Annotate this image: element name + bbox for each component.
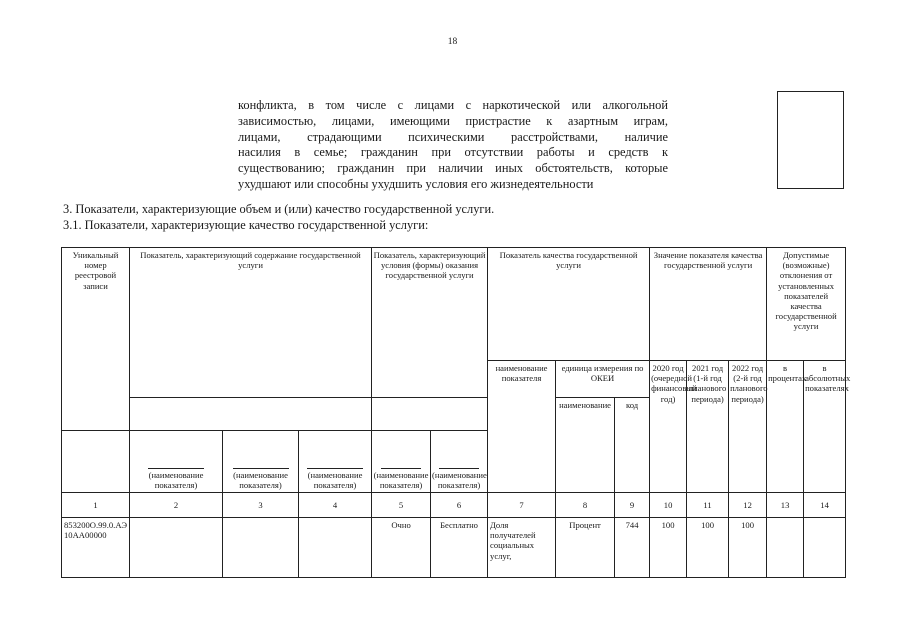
column-number: 7 — [488, 493, 556, 518]
page-number: 18 — [447, 37, 458, 47]
column-number: 10 — [650, 493, 687, 518]
indicator-name-cell: Доля получателей социальных услуг, — [488, 518, 556, 578]
header-name-label: (наименование показателя) — [299, 431, 372, 493]
header-name-label: (наименование показателя) — [130, 431, 223, 493]
header-quality-indicator: Показатель качества государственной услуги — [488, 248, 650, 361]
header-content-spacer — [130, 398, 372, 431]
header-deviation-absolute: в абсолютных показателях — [804, 361, 846, 493]
paragraph-line: насилия в семье; гражданин при отсутствии работы и средств к — [238, 145, 668, 160]
header-indicator-name: наименование показателя — [488, 361, 556, 493]
column-number: 8 — [556, 493, 615, 518]
header-name-label: (наименование показателя) — [372, 431, 431, 493]
header-unit-okei: единица измерения по ОКЕИ — [556, 361, 650, 398]
header-deviations: Допустимые (возможные) отклонения от установленных показателей качества государственной услуги — [767, 248, 846, 361]
column-number: 4 — [299, 493, 372, 518]
content-indicator-cell — [130, 518, 223, 578]
header-name-label: (наименование показателя) — [431, 431, 488, 493]
table-row — [62, 518, 846, 578]
fill-line — [307, 468, 363, 469]
header-name-label: (наименование показателя) — [223, 431, 299, 493]
header-year-2021: 2021 год (1-й год планового периода) — [687, 361, 729, 493]
header-unit-name: наименование — [556, 398, 615, 493]
subsection-heading: 3.1. Показатели, характеризующие качество государственной услуги: — [63, 218, 429, 232]
header-unit-code: код — [615, 398, 650, 493]
column-number: 9 — [615, 493, 650, 518]
header-year-2020: 2020 год (очередной финансовый год) — [650, 361, 687, 493]
header-deviation-percent: в процентах — [767, 361, 804, 493]
column-number: 14 — [804, 493, 846, 518]
unit-name-cell: Процент — [556, 518, 615, 578]
column-number: 2 — [130, 493, 223, 518]
header-content-indicator: Показатель, характеризующий содержание государственной услуги — [130, 248, 372, 398]
column-number: 12 — [729, 493, 767, 518]
header-indicator-value: Значение показателя качества государственной услуги — [650, 248, 767, 361]
content-indicator-cell — [299, 518, 372, 578]
content-indicator-cell — [223, 518, 299, 578]
column-number: 1 — [62, 493, 130, 518]
column-number: 6 — [431, 493, 488, 518]
paragraph-line: лицами, страдающими психическими расстройствами, наличие — [238, 129, 668, 144]
code-box — [777, 91, 844, 189]
column-number: 3 — [223, 493, 299, 518]
paragraph-line: конфликта, в том числе с лицами с наркотической или алкогольной — [238, 98, 668, 112]
header-conditions-indicator: Показатель, характеризующий условия (формы) оказания государственной услуги — [372, 248, 488, 398]
value-2022-cell: 100 — [729, 518, 767, 578]
header-conditions-spacer — [372, 398, 488, 431]
paragraph-line: ухудшают или способны ухудшить условия его жизнедеятельности — [238, 176, 594, 191]
registry-number-cell: 853200О.99.0.АЭ10АА00000 — [62, 518, 130, 578]
fill-line — [233, 468, 289, 469]
header-year-2022: 2022 год (2-й год планового периода) — [729, 361, 767, 493]
paragraph-line: существованию; гражданин при наличии иных обстоятельств, которые — [238, 161, 668, 176]
header-registry-number: Уникальный номер реестровой записи — [62, 248, 130, 431]
fill-line — [148, 468, 204, 469]
service-recipients-paragraph — [238, 98, 668, 193]
fill-line — [439, 468, 479, 469]
column-number: 5 — [372, 493, 431, 518]
column-number: 11 — [687, 493, 729, 518]
column-number: 13 — [767, 493, 804, 518]
deviation-percent-cell — [767, 518, 804, 578]
service-form-cell: Очно — [372, 518, 431, 578]
value-2020-cell: 100 — [650, 518, 687, 578]
paragraph-line: зависимостью, лицами, имеющими пристрастие к азартным играм, — [238, 113, 668, 128]
fill-line — [381, 468, 421, 469]
deviation-absolute-cell — [804, 518, 846, 578]
quality-indicators-table — [61, 247, 851, 578]
section-heading: 3. Показатели, характеризующие объем и (или) качество государственной услуги. — [63, 202, 495, 216]
header-registry-spacer — [62, 431, 130, 493]
payment-cell: Бесплатно — [431, 518, 488, 578]
value-2021-cell: 100 — [687, 518, 729, 578]
unit-code-cell: 744 — [615, 518, 650, 578]
